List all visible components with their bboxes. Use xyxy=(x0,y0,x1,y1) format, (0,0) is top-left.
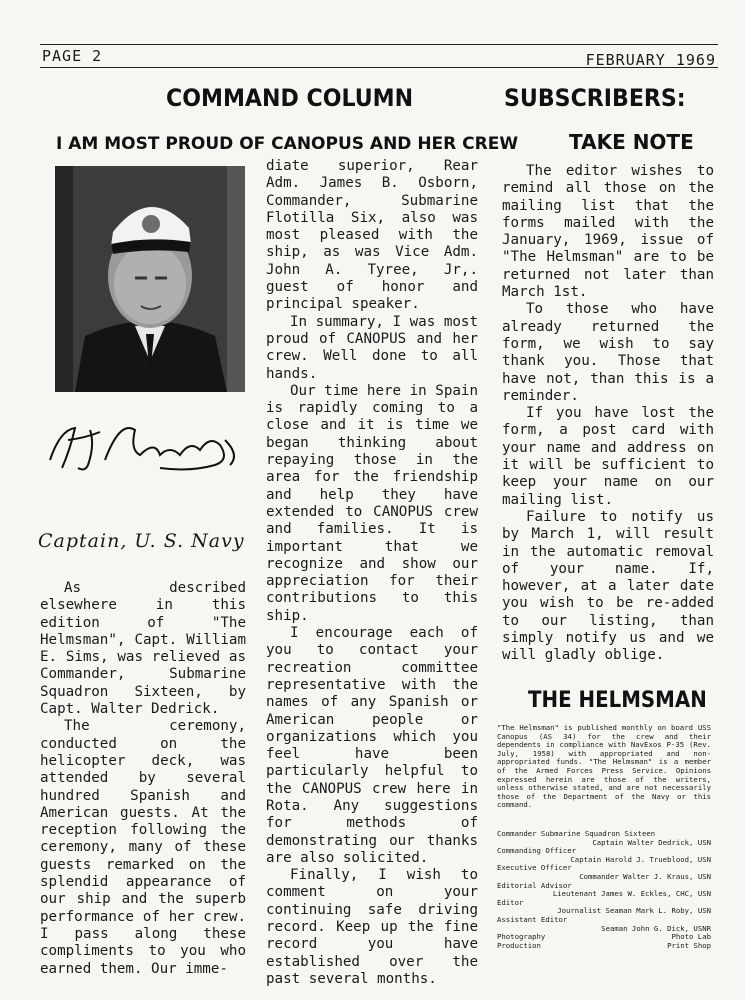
staff-role: Editorial Advisor xyxy=(497,880,572,890)
staff-name: Captain Harold J. Trueblood, USN xyxy=(570,854,711,864)
masthead-statement: "The Helmsman" is published monthly on board USS Canopus (AS 34) for the crew and their dependents in compliance with NavExos P-35 (Rev. July, 1958) with appropriated and non-appropriated funds. "The Helmsman" is a member of the Armed Forces Press Service. Opinions expressed herein are those of the writers, unless otherwise stated, and are not necessarily those of the Department of the Navy or this command. xyxy=(497,723,711,810)
article-paragraph: The ceremony, conducted on the helicopter deck, was attended by several hundred Spanish and American guests. At the reception following the ceremony, many of these guests remarked on the splendid appearance of our ship and the superb performance of her crew. I pass along these compliments to you who earned them. Our imme- xyxy=(40,718,246,977)
notice-paragraph: To those who have already returned the form, we wish to say thank you. Those that have not, than this is a reminder. xyxy=(502,301,714,404)
staff-role: Editor xyxy=(497,897,524,907)
credit-name: Photo Lab xyxy=(671,932,711,942)
staff-role: Assistant Editor xyxy=(497,914,568,924)
staff-role: Commanding Officer xyxy=(497,846,577,856)
notice-paragraph: Failure to notify us by March 1, will result in the automatic removal of your name. If, however, at a later date you wish to be re-added to our listing, than simply notify us and we will gladly oblige. xyxy=(502,508,714,664)
staff-name: Lieutenant James W. Eckles, CHC, USN xyxy=(552,889,711,899)
article-paragraph: As described elsewhere in this edition of "The Helmsman", Capt. William E. Sims, was relieved as Commander, Submarine Squadron Sixteen, by Capt. Walter Dedrick. xyxy=(40,580,246,718)
article-paragraph: Finally, I wish to comment on your continuing safe driving record. Keep up the fine record you have established over the past several months. xyxy=(266,867,478,987)
helmsman-masthead-title: THE HELMSMAN xyxy=(528,688,707,713)
credit-name: Print Shop xyxy=(667,940,711,950)
article-paragraph: In summary, I was most proud of CANOPUS and her crew. Well done to all hands. xyxy=(266,313,478,382)
page-header-bar xyxy=(40,44,718,68)
staff-name: Commander Walter J. Kraus, USN xyxy=(579,871,711,881)
staff-listing xyxy=(497,830,711,950)
article-paragraph: Our time here in Spain is rapidly coming to a close and it is time we began thinking about repaying those in the area for the friendship and help they have extended to CANOPUS crew and families. It is important that we recognize and show our appreciation for their contributions to this ship. xyxy=(266,382,478,624)
command-column-title: COMMAND COLUMN xyxy=(166,84,414,112)
captain-portrait-photo xyxy=(55,166,245,392)
article-paragraph: diate superior, Rear Adm. James B. Osborn, Commander, Submarine Flotilla Six, also was most pleased with the ship, as was Vice Adm. John A. Tyree, Jr,. guest of honor and principal speaker. xyxy=(266,158,478,313)
subscribers-text xyxy=(502,163,714,665)
staff-role: Commander Submarine Squadron Sixteen xyxy=(497,829,656,838)
command-column-text-col2 xyxy=(266,158,478,988)
notice-paragraph: The editor wishes to remind all those on the mailing list that the forms mailed with the January, 1969, issue of "The Helmsman" are to be returned not later than March 1st. xyxy=(502,163,714,301)
command-column-text-col1 xyxy=(40,580,246,978)
issue-date: FEBRUARY 1969 xyxy=(585,51,716,69)
staff-name: Captain Walter Dedrick, USN xyxy=(592,837,711,847)
captain-signature xyxy=(40,410,250,480)
subscribers-title: SUBSCRIBERS: xyxy=(504,84,686,112)
take-note-subtitle: TAKE NOTE xyxy=(569,130,694,154)
article-paragraph: I encourage each of you to contact your recreation committee representative with the names of any Spanish or American people or organizations which you feel have been particularly helpful to the CANOPUS crew here in Rota. Any suggestions for methods of demonstrating our thanks are also solicited. xyxy=(266,625,478,866)
credit-row xyxy=(497,942,711,951)
command-column-subheadline: I AM MOST PROUD OF CANOPUS AND HER CREW xyxy=(56,134,519,154)
staff-name: Seaman John G. Dick, USNR xyxy=(601,923,711,933)
staff-role: Executive Officer xyxy=(497,863,572,873)
credit-role: Production xyxy=(497,940,541,950)
captain-rank-caption: Captain, U. S. Navy xyxy=(38,530,245,552)
page-number: PAGE 2 xyxy=(42,47,103,65)
staff-name: Journalist Seaman Mark L. Roby, USN xyxy=(557,906,711,916)
notice-paragraph: If you have lost the form, a post card with your name and address on it will be sufficient to keep your name on our mailing list. xyxy=(502,405,714,508)
credit-role: Photography xyxy=(497,932,546,942)
